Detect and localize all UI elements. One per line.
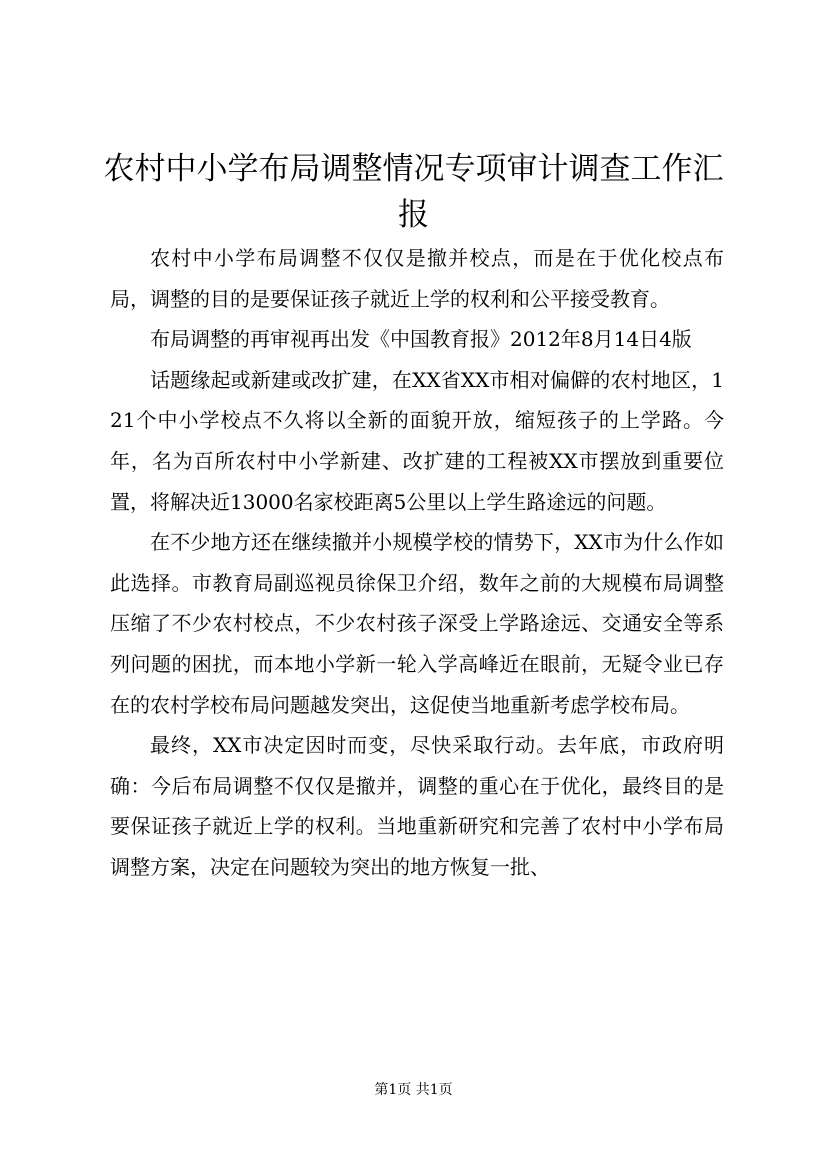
paragraph-2: 布局调整的再审视再出发《中国教育报》2012年8月14日4版 xyxy=(150,327,692,352)
paragraph-4: 在不少地方还在继续撤并小规模学校的情势下，XX市为什么作如此选择。市教育局副巡视员徐保卫介绍，数年之前的大规模布局调整压缩了不少农村校点，不少农村孩子深受上学路途远、交通安全等系列问题的困扰，而本地小学新一轮入学高峰近在眼前，无疑令业已存在的农村学校布局问题越发突出，这促使当地重新考虑学校布局。 xyxy=(110,530,724,717)
document-body xyxy=(110,238,724,888)
paragraph-5: 最终，XX市决定因时而变，尽快采取行动。去年底，市政府明确：今后布局调整不仅仅是撤并，调整的重心在于优化，最终目的是要保证孩子就近上学的权利。当地重新研究和完善了农村中小学布局调整方案，决定在问题较为突出的地方恢复一批、 xyxy=(110,733,724,879)
page-footer: 第1页 共1页 xyxy=(374,1082,453,1098)
document-title: 农村中小学布局调整情况专项审计调查工作汇报 xyxy=(103,151,724,233)
paragraph-1: 农村中小学布局调整不仅仅是撤并校点，而是在于优化校点布局，调整的目的是要保证孩子就近上学的权利和公平接受教育。 xyxy=(110,246,724,311)
paragraph-3: 话题缘起或新建或改扩建，在XX省XX市相对偏僻的农村地区，121个中小学校点不久将以全新的面貌开放，缩短孩子的上学路。今年，名为百所农村中小学新建、改扩建的工程被XX市摆放到重要位置，将解决近13000名家校距离5公里以上学生路途远的问题。 xyxy=(110,367,724,514)
